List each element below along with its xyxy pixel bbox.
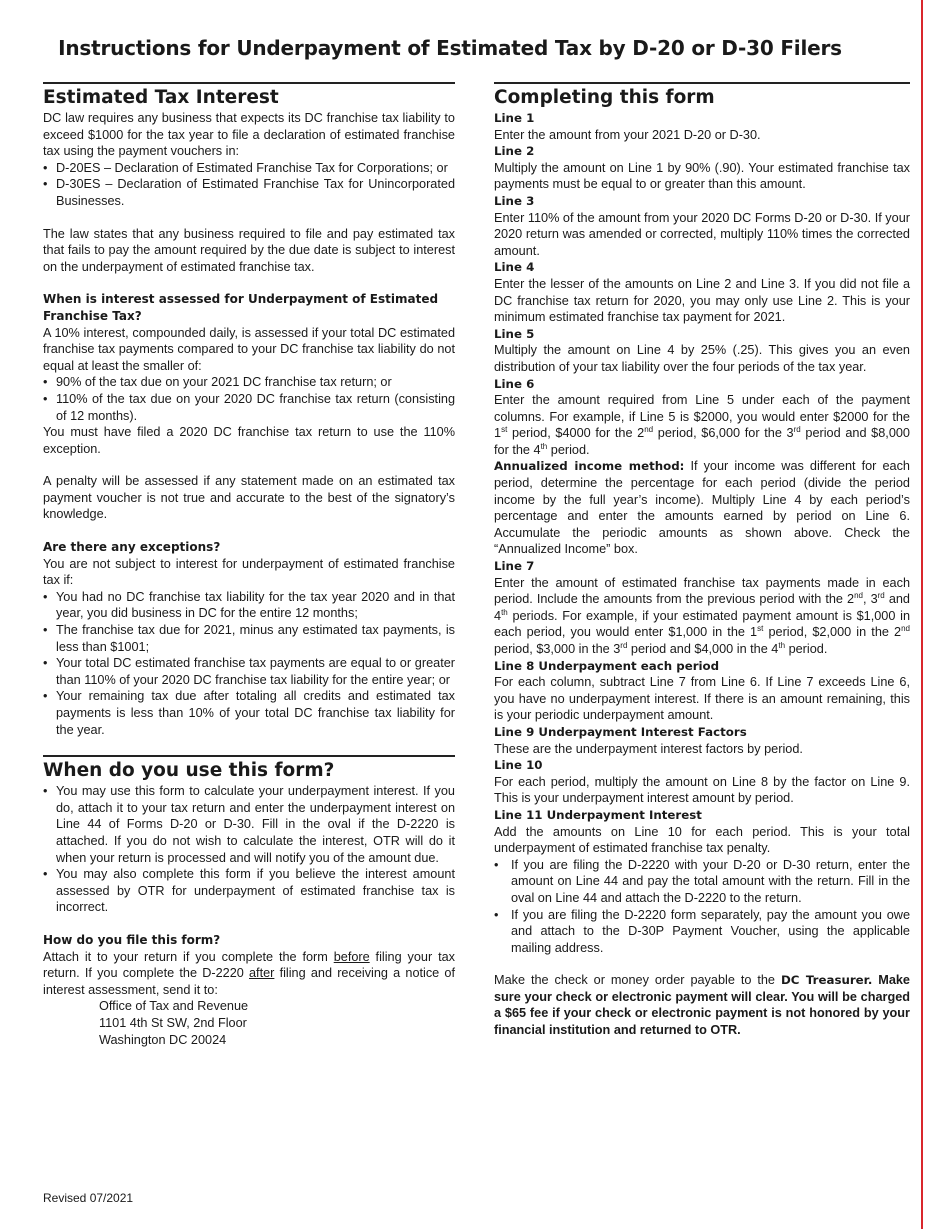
dc-treasurer-label: DC Treasurer. xyxy=(780,973,873,988)
list-item: • You had no DC franchise tax liability for the tax year 2020 and in that year, you did business in DC for the entire 12 months; xyxy=(43,589,455,622)
when-list xyxy=(43,374,455,424)
ordinal-suffix: rd xyxy=(620,640,628,650)
text-span: periods. For example, if your estimated payment amount is $1,000 in each period, you would enter $1,000 in the 1 xyxy=(494,608,910,640)
mailing-address xyxy=(43,998,455,1048)
text-span: filing your tax return. If you complete the D-2220 xyxy=(43,949,455,981)
exceptions-paragraph: You are not subject to interest for underpayment of estimated franchise tax if: xyxy=(43,556,455,588)
estimated-tax-interest-heading: Estimated Tax Interest xyxy=(43,87,279,108)
text-span: Attach it to your return if you complete the form xyxy=(43,949,334,964)
ordinal-suffix: st xyxy=(501,425,508,435)
line-11-list xyxy=(494,857,910,957)
list-item: • If you are filing the D-2220 with your D-20 or D-30 return, enter the amount on Line 44 and pay the total amount with the return. Fill in the oval on Line 44 and attach the D-2220 to the return. xyxy=(494,857,910,907)
list-item: • Your remaining tax due after totaling all credits and estimated tax payments is less than 10% of your total DC franchise tax liability for the year. xyxy=(43,688,455,738)
text-span: period. xyxy=(547,442,590,457)
line-10-heading: Line 10 xyxy=(494,758,543,773)
text-span: Make the check or money order payable to the xyxy=(494,973,781,988)
completing-form-heading: Completing this form xyxy=(494,87,715,108)
list-item: • 90% of the tax due on your 2021 DC franchise tax return; or xyxy=(43,374,455,391)
line-4-text: Enter the lesser of the amounts on Line 2 and Line 3. If you did not file a DC franchise tax return for 2020, you may only use Line 2. This is your minimum estimated franchise tax payment for 2021. xyxy=(494,276,910,325)
text-span: , 3 xyxy=(863,592,878,607)
line-5-text: Multiply the amount on Line 4 by 25% (.25). This gives you an even distribution of your tax liability over the four periods of the tax year. xyxy=(494,343,910,374)
text-span: Enter the amount of estimated franchise tax payments made in each period. Include the amounts from the previous period with the 2 xyxy=(494,575,910,607)
line-6-heading: Line 6 xyxy=(494,376,535,391)
section-rule xyxy=(43,755,455,757)
when-assessed-heading: When is interest assessed for Underpayment of Estimated Franchise Tax? xyxy=(43,292,439,323)
line-6-text xyxy=(494,392,910,458)
line-7-heading: Line 7 xyxy=(494,559,535,574)
text-span: period, $3,000 in the 3 xyxy=(494,642,621,656)
line-3-heading: Line 3 xyxy=(494,193,535,208)
annualized-income-text xyxy=(494,458,910,558)
est-paragraph-2: The law states that any business required to file and pay estimated tax that fails to pay the amount required by the due date is subject to interest on the underpayment of estimated franchise tax. xyxy=(43,226,455,274)
exceptions-heading: Are there any exceptions? xyxy=(43,540,221,555)
when-use-form-heading: When do you use this form? xyxy=(43,760,335,782)
ordinal-suffix: st xyxy=(757,624,764,634)
list-item: • The franchise tax due for 2021, minus any estimated tax payments, is less than $1001; xyxy=(43,622,455,655)
line-7-text xyxy=(494,575,910,658)
text-span: period and $8,000 for the 4 xyxy=(494,426,910,457)
text-span: period, $2,000 in the 2 xyxy=(763,625,902,640)
when-paragraph-1: A 10% interest, compounded daily, is assessed if your total DC estimated franchise tax payments compared to your DC franchise tax liability do not equal at least the smaller of: xyxy=(43,325,455,373)
exceptions-list xyxy=(43,589,455,738)
ordinal-suffix: th xyxy=(540,441,548,451)
line-11-text: Add the amounts on Line 10 for each period. This is your total underpayment of estimated franchise tax penalty. xyxy=(494,824,910,856)
line-1-heading: Line 1 xyxy=(494,111,535,125)
text-span: period, $4000 for the 2 xyxy=(507,426,645,441)
list-item: • D-30ES – Declaration of Estimated Franchise Tax for Unincorporated Businesses. xyxy=(43,176,455,209)
ordinal-suffix: nd xyxy=(854,590,863,600)
line-11-heading: Line 11 Underpayment Interest xyxy=(494,807,702,822)
address-line: 1101 4th St SW, 2nd Floor xyxy=(99,1015,247,1030)
after-underlined: after xyxy=(249,966,275,981)
text-span: period, $6,000 for the 3 xyxy=(653,426,794,441)
est-paragraph-1: DC law requires any business that expects its DC franchise tax liability to exceed $1000 for the tax year to file a declaration of estimated franchise tax using the payment vouchers in: xyxy=(43,111,455,159)
text-span: Make sure your check or electronic payment will clear. You will be charged a $65 fee if your check or electronic payment is not honored by your financial institution and returned to OTR. xyxy=(494,973,910,1038)
how-file-paragraph xyxy=(43,949,455,999)
list-item: • D-20ES – Declaration of Estimated Franchise Tax for Corporations; or xyxy=(43,160,455,177)
right-column xyxy=(494,82,910,1039)
section-rule xyxy=(494,82,910,84)
line-1-text: Enter the amount from your 2021 D-20 or D-30. xyxy=(494,127,761,142)
est-voucher-list xyxy=(43,160,455,210)
line-4-heading: Line 4 xyxy=(494,260,535,275)
line-9-text: These are the underpayment interest factors by period. xyxy=(494,741,803,756)
line-2-text: Multiply the amount on Line 1 by 90% (.90). Your estimated franchise tax payments must be equal to or greater than this amount. xyxy=(494,160,910,192)
use-form-list xyxy=(43,783,455,916)
text-span: period. xyxy=(785,642,828,656)
address-line: Washington DC 20024 xyxy=(99,1032,227,1047)
ordinal-suffix: rd xyxy=(877,590,885,600)
text-span: period and $4,000 in the 4 xyxy=(627,642,779,656)
text-span: and 4 xyxy=(494,592,910,623)
ordinal-suffix: nd xyxy=(901,624,911,634)
when-paragraph-2: You must have filed a 2020 DC franchise tax return to use the 110% exception. xyxy=(43,425,455,456)
address-line: Office of Tax and Revenue xyxy=(99,999,249,1014)
text-span: Enter the amount required from Line 5 under each of the payment columns. For example, if Line 5 is $2000, you would enter $2000 for the 1 xyxy=(494,393,910,441)
payment-note xyxy=(494,972,910,1038)
annualized-income-label: Annualized income method: xyxy=(494,459,685,474)
line-10-text: For each period, multiply the amount on Line 8 by the factor on Line 9. This is your underpayment interest amount by period. xyxy=(494,774,910,806)
line-8-heading: Line 8 Underpayment each period xyxy=(494,658,720,673)
ordinal-suffix: th xyxy=(778,640,786,650)
page-title: Instructions for Underpayment of Estimated Tax by D-20 or D-30 Filers xyxy=(58,36,842,60)
list-item: • 110% of the tax due on your 2020 DC franchise tax return (consisting of 12 months). xyxy=(43,391,455,424)
line-2-heading: Line 2 xyxy=(494,144,535,159)
line-3-text: Enter 110% of the amount from your 2020 DC Forms D-20 or D-30. If your 2020 return was amended or corrected, multiply 110% times the corrected amount. xyxy=(494,210,910,258)
list-item: • If you are filing the D-2220 form separately, pay the amount you owe and attach to the D-30P Payment Voucher, using the applicable mailing address. xyxy=(494,907,910,957)
list-item: • Your total DC estimated franchise tax payments are equal to or greater than 110% of your 2020 DC franchise tax liability for the entire year; or xyxy=(43,655,455,688)
how-file-heading: How do you file this form? xyxy=(43,932,221,947)
line-8-text: For each column, subtract Line 7 from Line 6. If Line 7 exceeds Line 6, you have no underpayment interest. If there is an amount remaining, this is your periodic underpayment amount. xyxy=(494,675,910,723)
line-5-heading: Line 5 xyxy=(494,326,535,341)
list-item: • You may use this form to calculate your underpayment interest. If you do, attach it to your tax return and enter the underpayment interest on Line 44 of Forms D-20 or D-30. Fill in the oval if the D-2220 is attached. If you do not wish to calculate the interest, OTR will do it when your return is processed and will notify you of the amount due. xyxy=(43,783,455,866)
left-column xyxy=(43,82,455,1048)
page-edge-red-line xyxy=(921,0,923,1229)
when-paragraph-3: A penalty will be assessed if any statement made on an estimated tax payment voucher is not true and accurate to the best of the signatory’s knowledge. xyxy=(43,474,455,522)
ordinal-suffix: rd xyxy=(793,425,801,435)
section-rule xyxy=(43,82,455,84)
line-9-heading: Line 9 Underpayment Interest Factors xyxy=(494,724,747,739)
text-span: filing and receiving a notice of interest assessment, send it to: xyxy=(43,966,456,997)
ordinal-suffix: th xyxy=(501,607,508,617)
before-underlined: before xyxy=(333,949,370,964)
text-span: If your income was different for each period, determine the percentage for each period (divide the period income by the full year’s income). Multiply Line 4 by each period’s percentage and enter the amounts earned by period on Line 6. Accumulate the periodic amounts as shown above. Check the “Annualized Income” box. xyxy=(494,459,910,557)
ordinal-suffix: nd xyxy=(644,425,654,435)
revised-date: Revised 07/2021 xyxy=(43,1191,134,1205)
list-item: • You may also complete this form if you believe the interest amount assessed by OTR for underpayment of estimated franchise tax is incorrect. xyxy=(43,866,455,916)
